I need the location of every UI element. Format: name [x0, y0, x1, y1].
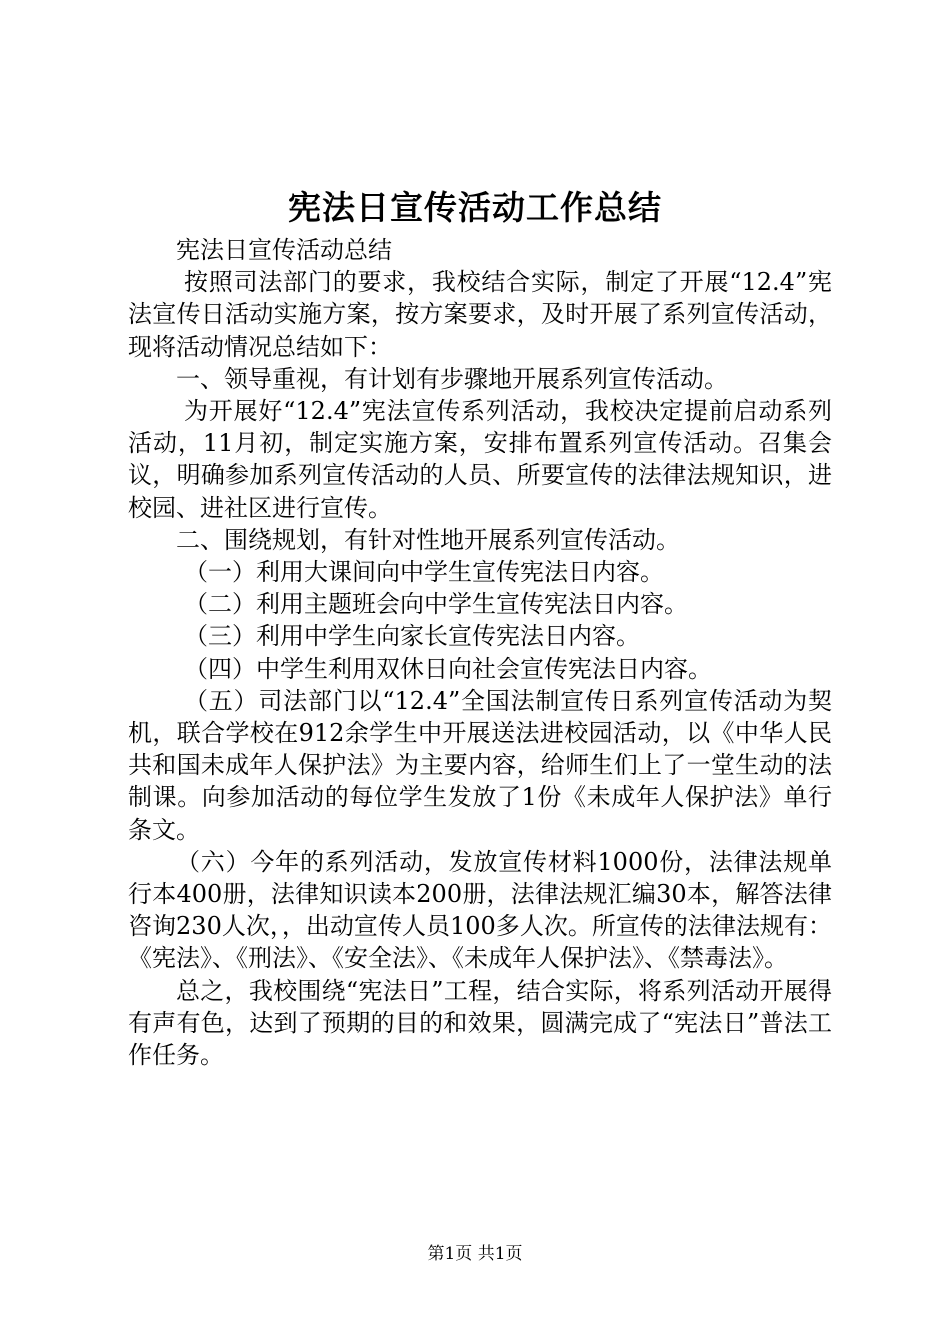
document-title: 宪法日宣传活动工作总结: [288, 188, 662, 227]
page-footer: 第1页 共1页: [427, 1244, 523, 1264]
paragraph-section-2-heading: 二、围绕规划，有针对性地开展系列宣传活动。: [176, 525, 680, 554]
paragraph-item-5: （五）司法部门以“12.4”全国法制宣传日系列宣传活动为契机，联合学校在912余学生中开展送法进校园活动，以《中华人民共和国未成年人保护法》为主要内容，给师生们上了一堂生动的法制课。向参加活动的每位学生发放了1份《未成年人保护法》单行条文。: [128, 686, 832, 844]
paragraph-section-1-body: 为开展好“12.4”宪法宣传系列活动，我校决定提前启动系列活动，11月初，制定实施方案，安排布置系列宣传活动。召集会议，明确参加系列宣传活动的人员、所要宣传的法律法规知识，进校园、进社区进行宣传。: [128, 397, 832, 522]
document-body: [128, 234, 832, 1071]
paragraph-item-2: （二）利用主题班会向中学生宣传宪法日内容。: [184, 590, 688, 619]
paragraph-item-1: （一）利用大课间向中学生宣传宪法日内容。: [184, 558, 664, 587]
paragraph-conclusion: 总之，我校围绕“宪法日”工程，结合实际，将系列活动开展得有声有色，达到了预期的目的和效果，圆满完成了“宪法日”普法工作任务。: [128, 976, 832, 1070]
paragraph-intro: 按照司法部门的要求，我校结合实际，制定了开展“12.4”宪法宣传日活动实施方案，按方案要求，及时开展了系列宣传活动，现将活动情况总结如下：: [128, 268, 832, 361]
paragraph-item-6: （六）今年的系列活动，发放宣传材料1000份，法律法规单行本400册，法律知识读本200册，法律法规汇编30本，解答法律咨询230人次，，出动宣传人员100多人次。所宣传的法律法规有：《宪法》、《刑法》、《安全法》、《未成年人保护法》、《禁毒法》。: [128, 847, 832, 973]
paragraph-item-3: （三）利用中学生向家长宣传宪法日内容。: [184, 622, 640, 651]
paragraph-section-1-heading: 一、领导重视，有计划有步骤地开展系列宣传活动。: [176, 364, 728, 393]
paragraph-subtitle: 宪法日宣传活动总结: [176, 236, 392, 264]
paragraph-item-4: （四）中学生利用双休日向社会宣传宪法日内容。: [184, 654, 712, 683]
